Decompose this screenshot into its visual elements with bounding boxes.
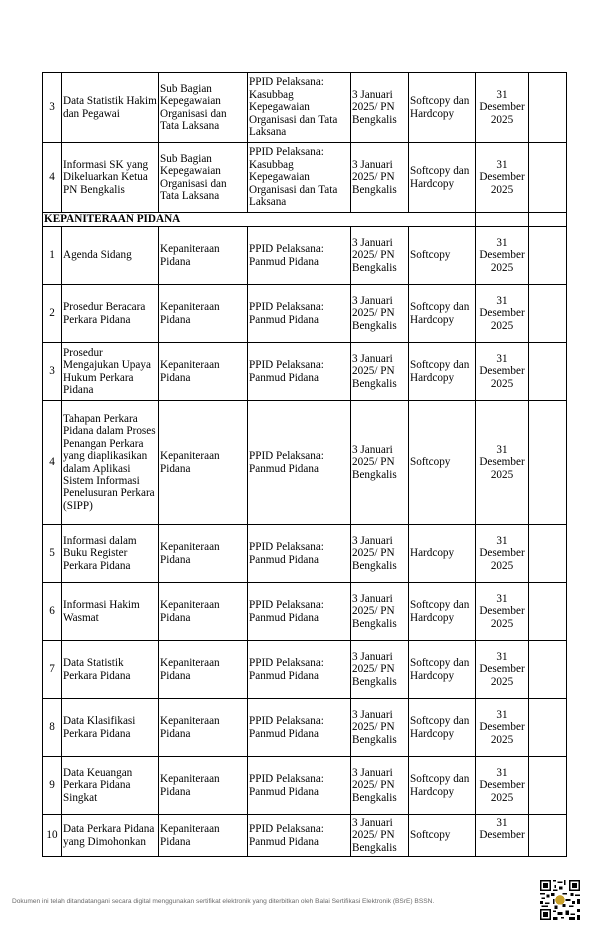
info-title-cell: Data Perkara Pidana yang Dimohonkan — [62, 815, 159, 857]
table-row — [43, 583, 567, 641]
publication-date-cell: 3 Januari 2025/ PN Bengkalis — [351, 525, 409, 583]
row-number-cell: 4 — [43, 401, 62, 525]
info-title-cell: Informasi SK yang Dikeluarkan Ketua PN Bengkalis — [62, 143, 159, 213]
publication-date-cell: 3 Januari 2025/ PN Bengkalis — [351, 815, 409, 857]
notes-cell — [529, 641, 567, 699]
info-title-cell: Data Keuangan Perkara Pidana Singkat — [62, 757, 159, 815]
person-in-charge-cell: PPID Pelaksana: Panmud Pidana — [248, 757, 351, 815]
row-number-cell: 2 — [43, 285, 62, 343]
info-format-cell: Hardcopy — [409, 525, 476, 583]
table-row — [43, 227, 567, 285]
table-row — [43, 343, 567, 401]
retention-period-cell: 31 Desember 2025 — [476, 583, 529, 641]
info-format-cell: Softcopy — [409, 401, 476, 525]
section-empty-cell — [529, 213, 567, 227]
retention-period-cell: 31 Desember 2025 — [476, 143, 529, 213]
retention-period-cell: 31 Desember 2025 — [476, 641, 529, 699]
publication-date-cell: 3 Januari 2025/ PN Bengkalis — [351, 285, 409, 343]
table-row — [43, 815, 567, 857]
info-format-cell: Softcopy dan Hardcopy — [409, 73, 476, 143]
qr-code-icon — [540, 878, 580, 922]
person-in-charge-cell: PPID Pelaksana: Panmud Pidana — [248, 285, 351, 343]
section-empty-cell — [476, 213, 529, 227]
responsible-unit-cell: Kepaniteraan Pidana — [159, 401, 248, 525]
table-row — [43, 641, 567, 699]
section-header-row — [43, 213, 567, 227]
info-title-cell: Data Statistik Hakim dan Pegawai — [62, 73, 159, 143]
row-number-cell: 6 — [43, 583, 62, 641]
notes-cell — [529, 285, 567, 343]
digital-signature-notice: Dokumen ini telah ditandatangani secara digital menggunakan sertifikat elektronik yang diterbitkan oleh Balai Sertifikasi Elektronik (BSrE) BSSN. — [12, 898, 435, 905]
person-in-charge-cell: PPID Pelaksana: Panmud Pidana — [248, 815, 351, 857]
row-number-cell: 8 — [43, 699, 62, 757]
info-format-cell: Softcopy dan Hardcopy — [409, 699, 476, 757]
retention-period-cell: 31 Desember 2025 — [476, 227, 529, 285]
publication-date-cell: 3 Januari 2025/ PN Bengkalis — [351, 227, 409, 285]
responsible-unit-cell: Kepaniteraan Pidana — [159, 583, 248, 641]
info-format-cell: Softcopy dan Hardcopy — [409, 641, 476, 699]
publication-date-cell: 3 Januari 2025/ PN Bengkalis — [351, 343, 409, 401]
responsible-unit-cell: Kepaniteraan Pidana — [159, 285, 248, 343]
retention-period-cell: 31 Desember 2025 — [476, 699, 529, 757]
info-title-cell: Informasi Hakim Wasmat — [62, 583, 159, 641]
responsible-unit-cell: Sub Bagian Kepegawaian Organisasi dan Tata Laksana — [159, 73, 248, 143]
info-format-cell: Softcopy — [409, 815, 476, 857]
responsible-unit-cell: Sub Bagian Kepegawaian Organisasi dan Tata Laksana — [159, 143, 248, 213]
table-row — [43, 73, 567, 143]
row-number-cell: 5 — [43, 525, 62, 583]
table-row — [43, 143, 567, 213]
publication-date-cell: 3 Januari 2025/ PN Bengkalis — [351, 699, 409, 757]
information-list-table — [42, 72, 567, 857]
info-format-cell: Softcopy dan Hardcopy — [409, 285, 476, 343]
notes-cell — [529, 401, 567, 525]
row-number-cell: 7 — [43, 641, 62, 699]
section-title: KEPANITERAAN PIDANA — [43, 213, 476, 227]
notes-cell — [529, 143, 567, 213]
person-in-charge-cell: PPID Pelaksana: Panmud Pidana — [248, 525, 351, 583]
row-number-cell: 9 — [43, 757, 62, 815]
publication-date-cell: 3 Januari 2025/ PN Bengkalis — [351, 401, 409, 525]
row-number-cell: 4 — [43, 143, 62, 213]
retention-period-cell: 31 Desember 2025 — [476, 285, 529, 343]
retention-period-cell: 31 Desember 2025 — [476, 401, 529, 525]
table-row — [43, 699, 567, 757]
info-format-cell: Softcopy — [409, 227, 476, 285]
notes-cell — [529, 73, 567, 143]
responsible-unit-cell: Kepaniteraan Pidana — [159, 641, 248, 699]
person-in-charge-cell: PPID Pelaksana: Panmud Pidana — [248, 227, 351, 285]
person-in-charge-cell: PPID Pelaksana: Kasubbag Kepegawaian Organisasi dan Tata Laksana — [248, 143, 351, 213]
notes-cell — [529, 343, 567, 401]
row-number-cell: 3 — [43, 343, 62, 401]
person-in-charge-cell: PPID Pelaksana: Kasubbag Kepegawaian Organisasi dan Tata Laksana — [248, 73, 351, 143]
retention-period-cell: 31 Desember 2025 — [476, 73, 529, 143]
row-number-cell: 1 — [43, 227, 62, 285]
publication-date-cell: 3 Januari 2025/ PN Bengkalis — [351, 73, 409, 143]
info-title-cell: Data Klasifikasi Perkara Pidana — [62, 699, 159, 757]
table-row — [43, 401, 567, 525]
row-number-cell: 10 — [43, 815, 62, 857]
person-in-charge-cell: PPID Pelaksana: Panmud Pidana — [248, 641, 351, 699]
info-format-cell: Softcopy dan Hardcopy — [409, 143, 476, 213]
info-title-cell: Prosedur Mengajukan Upaya Hukum Perkara Pidana — [62, 343, 159, 401]
retention-period-cell: 31 Desember 2025 — [476, 525, 529, 583]
responsible-unit-cell: Kepaniteraan Pidana — [159, 525, 248, 583]
responsible-unit-cell: Kepaniteraan Pidana — [159, 815, 248, 857]
row-number-cell: 3 — [43, 73, 62, 143]
info-title-cell: Agenda Sidang — [62, 227, 159, 285]
responsible-unit-cell: Kepaniteraan Pidana — [159, 343, 248, 401]
person-in-charge-cell: PPID Pelaksana: Panmud Pidana — [248, 343, 351, 401]
info-title-cell: Tahapan Perkara Pidana dalam Proses Penangan Perkara yang diaplikasikan dalam Aplikasi Sistem Informasi Penelusuran Perkara (SIPP) — [62, 401, 159, 525]
publication-date-cell: 3 Januari 2025/ PN Bengkalis — [351, 641, 409, 699]
info-format-cell: Softcopy dan Hardcopy — [409, 343, 476, 401]
table-row — [43, 285, 567, 343]
info-title-cell: Prosedur Beracara Perkara Pidana — [62, 285, 159, 343]
info-format-cell: Softcopy dan Hardcopy — [409, 757, 476, 815]
retention-period-cell: 31 Desember — [476, 815, 529, 857]
notes-cell — [529, 699, 567, 757]
person-in-charge-cell: PPID Pelaksana: Panmud Pidana — [248, 699, 351, 757]
notes-cell — [529, 525, 567, 583]
table-row — [43, 757, 567, 815]
publication-date-cell: 3 Januari 2025/ PN Bengkalis — [351, 583, 409, 641]
person-in-charge-cell: PPID Pelaksana: Panmud Pidana — [248, 401, 351, 525]
retention-period-cell: 31 Desember 2025 — [476, 757, 529, 815]
notes-cell — [529, 583, 567, 641]
publication-date-cell: 3 Januari 2025/ PN Bengkalis — [351, 757, 409, 815]
retention-period-cell: 31 Desember 2025 — [476, 343, 529, 401]
person-in-charge-cell: PPID Pelaksana: Panmud Pidana — [248, 583, 351, 641]
notes-cell — [529, 757, 567, 815]
info-title-cell: Informasi dalam Buku Register Perkara Pidana — [62, 525, 159, 583]
notes-cell — [529, 227, 567, 285]
publication-date-cell: 3 Januari 2025/ PN Bengkalis — [351, 143, 409, 213]
responsible-unit-cell: Kepaniteraan Pidana — [159, 757, 248, 815]
table-row — [43, 525, 567, 583]
info-format-cell: Softcopy dan Hardcopy — [409, 583, 476, 641]
info-title-cell: Data Statistik Perkara Pidana — [62, 641, 159, 699]
responsible-unit-cell: Kepaniteraan Pidana — [159, 699, 248, 757]
notes-cell — [529, 815, 567, 857]
responsible-unit-cell: Kepaniteraan Pidana — [159, 227, 248, 285]
